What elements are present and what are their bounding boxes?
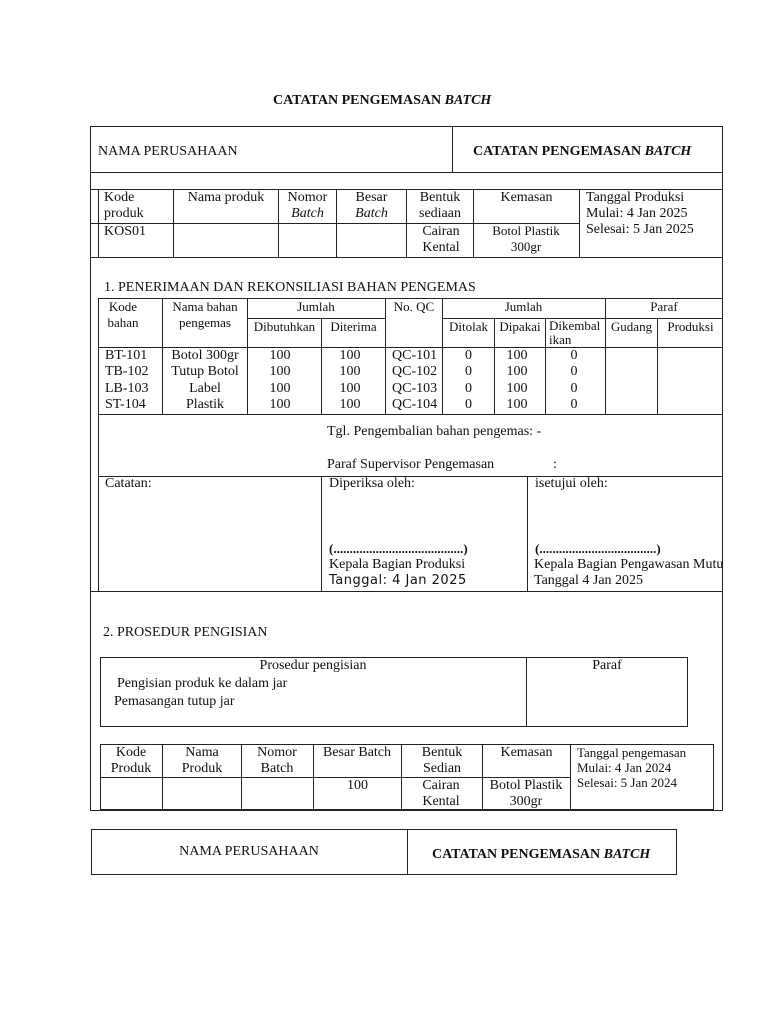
h-jumlah-1: Jumlah [297, 299, 335, 314]
h-dipakai: Dipakai [499, 319, 541, 334]
t-nama-produk: Nama Produk [181, 745, 223, 776]
h-paraf-prosedur: Paraf [592, 658, 622, 673]
v-besar-batch: 100 [347, 778, 368, 793]
col-bentuk-sediaan: Bentuk sediaan [419, 190, 461, 221]
section1-title: 1. PENERIMAAN DAN REKONSILIASI BAHAN PENGEMAS [104, 280, 476, 295]
col-nomor-batch: Nomor Batch [287, 190, 328, 221]
tgl-pengembalian: Tgl. Pengembalian bahan pengemas: - [327, 424, 542, 439]
tanggal-produksi: Tanggal Produksi Mulai: 4 Jan 2025 Selesai: 5 Jan 2025 [586, 190, 694, 237]
h-no-qc: No. QC [393, 299, 435, 314]
table-row: LB-103 Label 100 100 QC-103 0 100 0 [105, 381, 578, 396]
footer-title: CATATAN PENGEMASAN BATCH [432, 847, 651, 862]
catatan-label: Catatan: [105, 476, 152, 491]
t-kemasan: Kemasan [500, 745, 553, 760]
paraf-colon: : [553, 457, 557, 472]
prosedur-step-1: Pengisian produk ke dalam jar [117, 676, 288, 691]
col-nama-produk: Nama produk [187, 190, 265, 205]
t-besar-batch: Besar Batch [322, 745, 392, 760]
col-kode-produk: Kode produk [104, 190, 144, 221]
h-gudang: Gudang [610, 319, 653, 334]
h-nama-bahan: Nama bahan pengemas [172, 299, 238, 330]
t-kode-produk: Kode Produk [110, 745, 152, 776]
v-kemasan: Botol Plastik 300gr [489, 778, 563, 809]
jabatan-mutu: Kepala Bagian Pengawasan Mutu [534, 557, 724, 572]
t-tanggal-pengemasan: Tanggal pengemasan Mulai: 4 Jan 2024 Selesai: 5 Jan 2024 [577, 745, 687, 790]
disetujui-label: isetujui oleh: [535, 476, 608, 491]
tanggal-produksi-sign: Tanggal: 4 Jan 2025 [329, 573, 467, 588]
value-bentuk: Cairan Kental [422, 224, 460, 255]
h-ditolak: Ditolak [449, 319, 488, 334]
h-produksi: Produksi [667, 319, 714, 334]
h-prosedur-pengisian: Prosedur pengisian [259, 658, 367, 673]
h-jumlah-2: Jumlah [504, 299, 543, 314]
tanggal-mutu-sign: Tanggal 4 Jan 2025 [534, 573, 644, 588]
section2-title: 2. PROSEDUR PENGISIAN [103, 625, 268, 640]
t-bentuk-sedian: Bentuk Sedian [421, 745, 463, 776]
h-paraf: Paraf [650, 299, 678, 314]
v-bentuk-sedian: Cairan Kental [422, 778, 460, 809]
header-title: CATATAN PENGEMASAN BATCH [473, 144, 692, 159]
footer-company: NAMA PERUSAHAAN [179, 844, 319, 859]
table-row: ST-104 Plastik 100 100 QC-104 0 100 0 [105, 397, 578, 412]
col-besar-batch: Besar Batch [355, 190, 388, 221]
signature-line-1: (........................................) [329, 541, 468, 556]
signature-line-2: (....................................) [535, 541, 661, 556]
h-dibutuhkan: Dibutuhkan [253, 319, 316, 334]
t-nomor-batch: Nomor Batch [257, 745, 297, 776]
jabatan-produksi: Kepala Bagian Produksi [329, 557, 466, 572]
paraf-supervisor: Paraf Supervisor Pengemasan [327, 457, 495, 472]
h-dikembalikan: Dikembal ikan [549, 318, 601, 347]
document-title: CATATAN PENGEMASAN BATCH [273, 93, 492, 108]
table-row: TB-102 Tutup Botol 100 100 QC-102 0 100 0 [105, 364, 578, 379]
value-kemasan: Botol Plastik 300gr [492, 223, 560, 254]
table-row: BT-101 Botol 300gr 100 100 QC-101 0 100 0 [105, 348, 578, 363]
prosedur-step-2: Pemasangan tutup jar [114, 694, 235, 709]
value-kode-produk: KOS01 [104, 224, 147, 239]
header-company: NAMA PERUSAHAAN [98, 144, 238, 159]
col-kemasan: Kemasan [500, 190, 553, 205]
h-kode-bahan: Kode bahan [107, 299, 139, 330]
diperiksa-label: Diperiksa oleh: [329, 476, 415, 491]
h-diterima: Diterima [330, 319, 377, 334]
